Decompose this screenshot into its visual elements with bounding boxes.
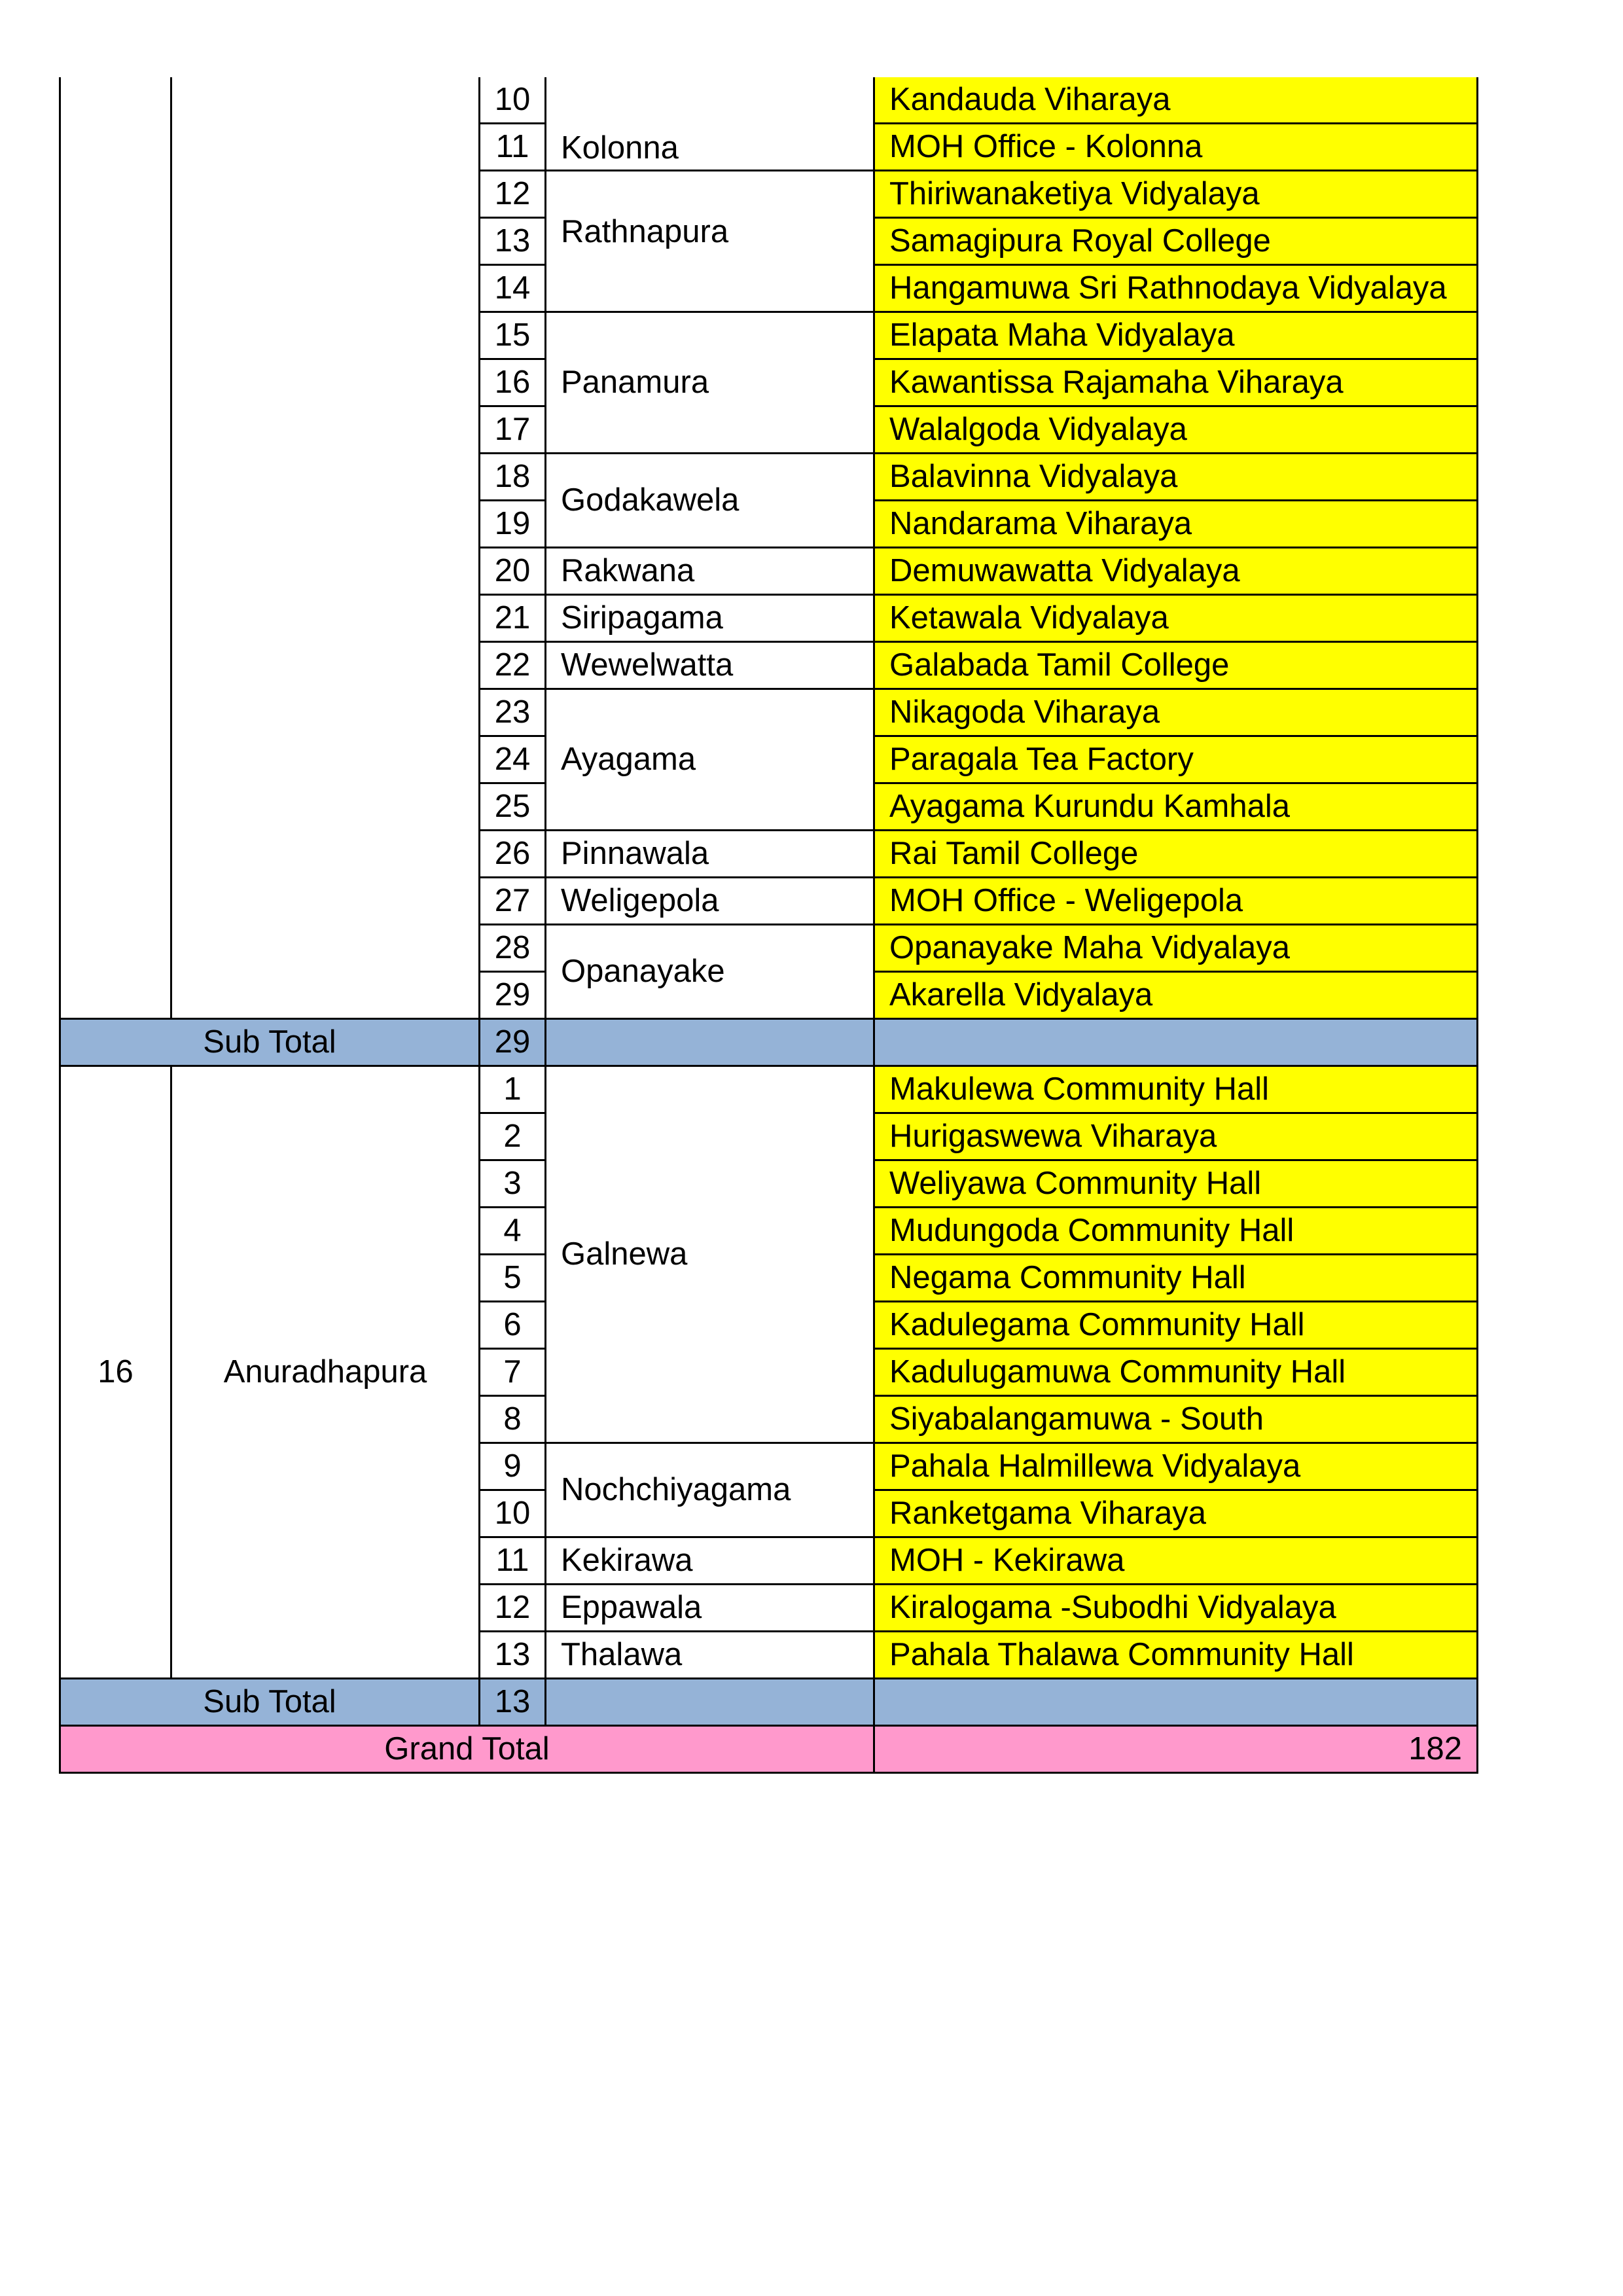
area-name: Weligepola xyxy=(546,878,874,925)
location-name: Makulewa Community Hall xyxy=(874,1066,1478,1113)
location-name: Balavinna Vidyalaya xyxy=(874,454,1478,501)
location-name: Paragala Tea Factory xyxy=(874,736,1478,783)
location-name: Pahala Thalawa Community Hall xyxy=(874,1632,1478,1679)
row-number: 25 xyxy=(480,783,546,831)
area-name: Rakwana xyxy=(546,548,874,595)
district-number-cell xyxy=(60,77,171,1019)
subtotal-empty-cell xyxy=(874,1019,1478,1066)
area-name: Godakawela xyxy=(546,454,874,548)
district-name-cell: Anuradhapura xyxy=(171,1066,480,1679)
location-name: MOH Office - Weligepola xyxy=(874,878,1478,925)
row-number: 26 xyxy=(480,831,546,878)
location-name: Galabada Tamil College xyxy=(874,642,1478,689)
area-name: Wewelwatta xyxy=(546,642,874,689)
subtotal-value: 29 xyxy=(480,1019,546,1066)
location-name: Elapata Maha Vidyalaya xyxy=(874,312,1478,359)
row-number: 23 xyxy=(480,689,546,736)
row-number: 1 xyxy=(480,1066,546,1113)
location-name: Hurigaswewa Viharaya xyxy=(874,1113,1478,1160)
area-name: Rathnapura xyxy=(546,171,874,312)
location-name: Thiriwanaketiya Vidyalaya xyxy=(874,171,1478,218)
row-number: 9 xyxy=(480,1443,546,1490)
area-name: Nochchiyagama xyxy=(546,1443,874,1537)
row-number: 11 xyxy=(480,124,546,171)
location-name: Kawantissa Rajamaha Viharaya xyxy=(874,359,1478,406)
grand-total-label: Grand Total xyxy=(60,1726,874,1773)
area-name: Pinnawala xyxy=(546,831,874,878)
area-name: Eppawala xyxy=(546,1585,874,1632)
row-number: 14 xyxy=(480,265,546,312)
location-name: Pahala Halmillewa Vidyalaya xyxy=(874,1443,1478,1490)
row-number: 12 xyxy=(480,1585,546,1632)
location-name: Nikagoda Viharaya xyxy=(874,689,1478,736)
subtotal-row xyxy=(60,1679,1478,1726)
row-number: 29 xyxy=(480,972,546,1019)
row-number: 19 xyxy=(480,501,546,548)
row-number: 13 xyxy=(480,218,546,265)
row-number: 28 xyxy=(480,925,546,972)
row-number: 7 xyxy=(480,1349,546,1396)
location-name: Akarella Vidyalaya xyxy=(874,972,1478,1019)
area-name: Kolonna xyxy=(546,77,874,171)
location-name: Demuwawatta Vidyalaya xyxy=(874,548,1478,595)
row-number: 22 xyxy=(480,642,546,689)
subtotal-value: 13 xyxy=(480,1679,546,1726)
row-number: 21 xyxy=(480,595,546,642)
row-number: 12 xyxy=(480,171,546,218)
location-name: Weliyawa Community Hall xyxy=(874,1160,1478,1208)
location-name: Kadulegama Community Hall xyxy=(874,1302,1478,1349)
location-name: Mudungoda Community Hall xyxy=(874,1208,1478,1255)
row-number: 6 xyxy=(480,1302,546,1349)
grand-total-row xyxy=(60,1726,1478,1773)
subtotal-row xyxy=(60,1019,1478,1066)
table-row xyxy=(60,1066,1478,1113)
row-number: 24 xyxy=(480,736,546,783)
area-name: Galnewa xyxy=(546,1066,874,1443)
location-name: Negama Community Hall xyxy=(874,1255,1478,1302)
location-name: Nandarama Viharaya xyxy=(874,501,1478,548)
subtotal-label: Sub Total xyxy=(60,1019,480,1066)
subtotal-empty-cell xyxy=(874,1679,1478,1726)
row-number: 3 xyxy=(480,1160,546,1208)
location-name: Kiralogama -Subodhi Vidyalaya xyxy=(874,1585,1478,1632)
location-name: Siyabalangamuwa - South xyxy=(874,1396,1478,1443)
table-row xyxy=(60,77,1478,124)
location-name: Ranketgama Viharaya xyxy=(874,1490,1478,1537)
area-name: Panamura xyxy=(546,312,874,454)
location-name: MOH Office - Kolonna xyxy=(874,124,1478,171)
district-number-cell: 16 xyxy=(60,1066,171,1679)
area-name: Kekirawa xyxy=(546,1537,874,1585)
row-number: 16 xyxy=(480,359,546,406)
location-name: Samagipura Royal College xyxy=(874,218,1478,265)
row-number: 18 xyxy=(480,454,546,501)
location-name: Hangamuwa Sri Rathnodaya Vidyalaya xyxy=(874,265,1478,312)
area-name: Opanayake xyxy=(546,925,874,1019)
location-name: Walalgoda Vidyalaya xyxy=(874,406,1478,454)
row-number: 13 xyxy=(480,1632,546,1679)
row-number: 11 xyxy=(480,1537,546,1585)
grand-total-value: 182 xyxy=(874,1726,1478,1773)
location-name: Kadulugamuwa Community Hall xyxy=(874,1349,1478,1396)
row-number: 10 xyxy=(480,1490,546,1537)
row-number: 5 xyxy=(480,1255,546,1302)
polling-locations-table xyxy=(59,77,1478,1774)
row-number: 10 xyxy=(480,77,546,124)
location-name: MOH - Kekirawa xyxy=(874,1537,1478,1585)
area-name: Ayagama xyxy=(546,689,874,831)
row-number: 17 xyxy=(480,406,546,454)
row-number: 2 xyxy=(480,1113,546,1160)
row-number: 8 xyxy=(480,1396,546,1443)
location-name: Kandauda Viharaya xyxy=(874,77,1478,124)
district-name-cell xyxy=(171,77,480,1019)
row-number: 27 xyxy=(480,878,546,925)
subtotal-empty-cell xyxy=(546,1019,874,1066)
subtotal-empty-cell xyxy=(546,1679,874,1726)
row-number: 4 xyxy=(480,1208,546,1255)
location-name: Ayagama Kurundu Kamhala xyxy=(874,783,1478,831)
location-name: Opanayake Maha Vidyalaya xyxy=(874,925,1478,972)
location-name: Rai Tamil College xyxy=(874,831,1478,878)
area-name: Thalawa xyxy=(546,1632,874,1679)
row-number: 20 xyxy=(480,548,546,595)
subtotal-label: Sub Total xyxy=(60,1679,480,1726)
row-number: 15 xyxy=(480,312,546,359)
area-name: Siripagama xyxy=(546,595,874,642)
location-name: Ketawala Vidyalaya xyxy=(874,595,1478,642)
